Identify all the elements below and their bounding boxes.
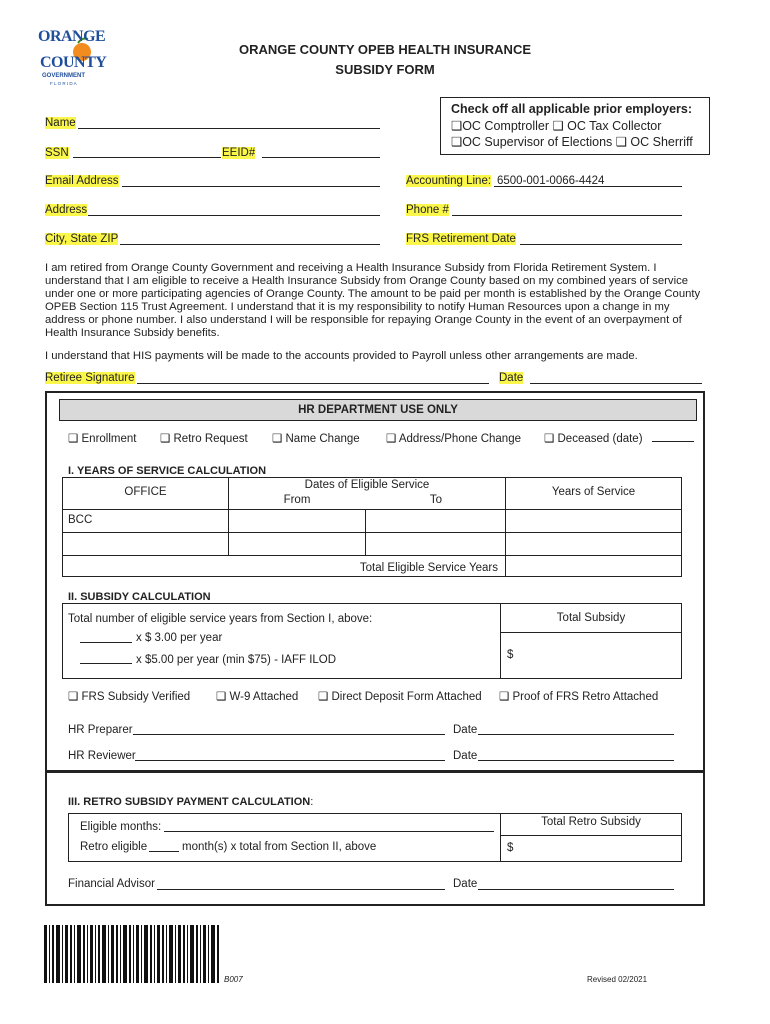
hr-box [45, 391, 705, 772]
eeid-field[interactable] [262, 157, 380, 158]
financial-advisor-field[interactable] [157, 889, 445, 890]
employers-line2[interactable]: ❑OC Supervisor of Elections ❑ OC Sherriff [451, 135, 693, 149]
form-title: ORANGE COUNTY OPEB HEALTH INSURANCE [238, 42, 532, 57]
retro-eligible-label: Retro eligible [80, 841, 148, 853]
section1-title: I. YEARS OF SERVICE CALCULATION [68, 465, 267, 477]
hr-preparer-date-field[interactable] [478, 734, 674, 735]
total-subsidy-dollar: $ [507, 649, 514, 661]
accounting-line [494, 186, 682, 187]
hr-reviewer-label: HR Reviewer [68, 750, 136, 762]
employers-heading: Check off all applicable prior employers: [451, 102, 693, 116]
logo-line4: F L O R I D A [50, 81, 77, 86]
hr-heading: HR DEPARTMENT USE ONLY [298, 404, 458, 416]
barcode [44, 925, 220, 983]
form-code: B007 [224, 975, 243, 984]
name-field[interactable] [78, 128, 380, 129]
deceased-date-field[interactable] [652, 441, 694, 442]
total-retro-cell[interactable] [500, 835, 682, 862]
total-subsidy-cell[interactable] [500, 632, 682, 679]
office-header-label: OFFICE [124, 486, 167, 498]
enrollment-checkbox[interactable]: ❑ Enrollment [68, 433, 137, 445]
dates-header-label: Dates of Eligible Service [304, 479, 430, 491]
retro-request-checkbox[interactable]: ❑ Retro Request [160, 433, 248, 445]
form-subtitle: SUBSIDY FORM [335, 62, 435, 77]
signature-date-field[interactable] [530, 383, 702, 384]
eeid-label: EEID# [222, 147, 256, 159]
employers-box [440, 97, 710, 155]
rate2-field[interactable] [80, 663, 132, 664]
phone-field[interactable] [452, 215, 682, 216]
signature-field[interactable] [137, 383, 489, 384]
city-label: City, State ZIP [45, 233, 119, 245]
ssn-label: SSN [45, 147, 69, 159]
frs-date-field[interactable] [520, 244, 682, 245]
name-label: Name [45, 117, 76, 129]
bcc-label: BCC [68, 514, 93, 526]
hr-preparer-label: HR Preparer [68, 724, 133, 736]
revised-date: Revised 02/2021 [587, 975, 648, 984]
statement-paragraph: I am retired from Orange County Government and receiving a Health Insurance Subsidy from Florida Retirement System. I understand that I am eligible to receive a Health Insurance Subsidy from Orange County based on my combined years of service under one or more participating agencies of Orange County. The amount to be paid per month is established by the Orange County OPEB Section 115 Trust Agreement. I understand that it is my responsibility to notify Human Resources upon a change in my address or phone number. I also understand I will be responsible for repaying Orange County in the event of an overpayment of Health Insurance Subsidy benefits. [45, 262, 701, 339]
section2-title: II. SUBSIDY CALCULATION [68, 591, 211, 603]
retro-eligible-rest: month(s) x total from Section II, above [182, 841, 377, 853]
from-cell-1[interactable] [228, 509, 366, 533]
years-cell-2[interactable] [505, 532, 682, 556]
address-label: Address [45, 204, 88, 216]
total-years-question: Total number of eligible service years from Section I, above: [68, 613, 373, 625]
frs-date-label: FRS Retirement Date [406, 233, 516, 245]
email-label: Email Address [45, 175, 119, 187]
from-cell-2[interactable] [228, 532, 366, 556]
total-years-cell[interactable] [505, 555, 682, 577]
address-phone-change-checkbox[interactable]: ❑ Address/Phone Change [386, 433, 521, 445]
orange-county-logo [38, 26, 107, 88]
total-retro-dollar: $ [507, 842, 514, 854]
name-change-checkbox[interactable]: ❑ Name Change [272, 433, 360, 445]
frs-subsidy-verified-checkbox[interactable]: ❑ FRS Subsidy Verified [68, 691, 191, 703]
to-cell-1[interactable] [365, 509, 506, 533]
financial-advisor-label: Financial Advisor [68, 878, 155, 890]
financial-advisor-date-field[interactable] [478, 889, 674, 890]
section3-title [68, 796, 313, 808]
financial-advisor-date-label: Date [453, 878, 478, 890]
deceased-checkbox[interactable]: ❑ Deceased (date) [544, 433, 643, 445]
phone-label: Phone # [406, 204, 449, 216]
rate2-label: x $5.00 per year (min $75) - IAFF ILOD [136, 654, 337, 666]
proof-frs-retro-checkbox[interactable]: ❑ Proof of FRS Retro Attached [499, 691, 659, 703]
rate1-label: x $ 3.00 per year [136, 632, 223, 644]
employers-line1[interactable]: ❑OC Comptroller ❑ OC Tax Collector [451, 119, 662, 133]
accounting-value: 6500-001-0066-4424 [497, 175, 605, 187]
office-cell-2[interactable] [62, 532, 229, 556]
signature-date-label: Date [499, 372, 524, 384]
total-years-label: Total Eligible Service Years [359, 562, 498, 574]
years-header-label: Years of Service [551, 486, 636, 498]
email-field[interactable] [122, 186, 380, 187]
logo-line1: ORANGE [38, 28, 106, 45]
section3-title-colon: : [310, 796, 314, 808]
ssn-field[interactable] [73, 157, 221, 158]
rate1-field[interactable] [80, 642, 132, 643]
address-field[interactable] [88, 215, 380, 216]
signature-label: Retiree Signature [45, 372, 135, 384]
eligible-months-field[interactable] [164, 831, 494, 832]
hr-reviewer-date-field[interactable] [478, 760, 674, 761]
city-field[interactable] [120, 244, 380, 245]
years-cell-1[interactable] [505, 509, 682, 533]
hr-reviewer-field[interactable] [135, 760, 445, 761]
direct-deposit-checkbox[interactable]: ❑ Direct Deposit Form Attached [318, 691, 482, 703]
accounting-label: Accounting Line: [406, 175, 492, 187]
payroll-statement: I understand that HIS payments will be made to the accounts provided to Payroll unless other arrangements are made. [45, 350, 638, 362]
total-retro-label: Total Retro Subsidy [541, 816, 641, 828]
logo-line2: COUNTY [40, 54, 107, 71]
retro-eligible-field[interactable] [149, 851, 179, 852]
logo-line3: GOVERNMENT [42, 73, 86, 79]
hr-preparer-field[interactable] [133, 734, 445, 735]
hr-reviewer-date-label: Date [453, 750, 478, 762]
from-header: From [283, 494, 311, 506]
eligible-months-label: Eligible months: [80, 821, 162, 833]
section3-title-text: III. RETRO SUBSIDY PAYMENT CALCULATION [68, 796, 311, 808]
to-header: To [429, 494, 443, 506]
to-cell-2[interactable] [365, 532, 506, 556]
w9-attached-checkbox[interactable]: ❑ W-9 Attached [216, 691, 299, 703]
hr-preparer-date-label: Date [453, 724, 478, 736]
total-subsidy-label: Total Subsidy [556, 612, 626, 624]
